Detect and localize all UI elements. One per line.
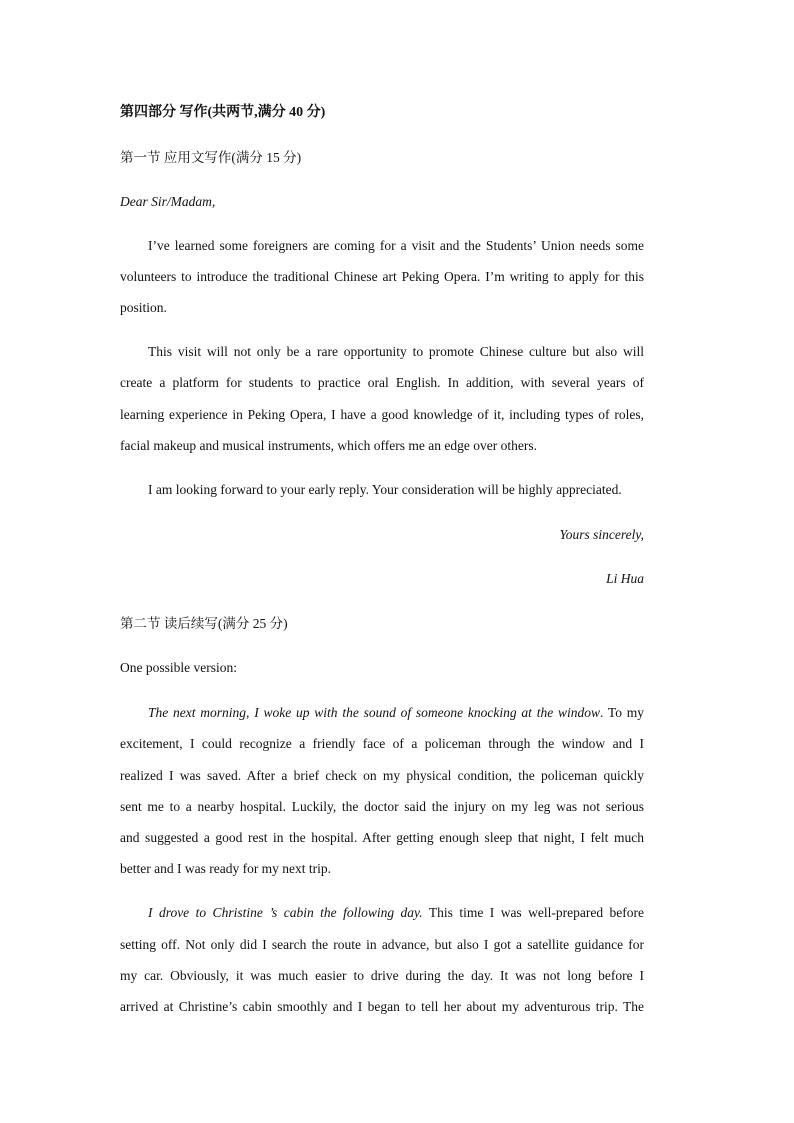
- part-heading: 第四部分 写作(共两节,满分 40 分): [120, 105, 326, 120]
- story-p1-line3: realized I was saved. After a brief check on my physical condition, the policeman quickly: [120, 768, 644, 783]
- letter-p2-line4: facial makeup and musical instruments, which offers me an edge over others.: [120, 438, 537, 453]
- story-p1-line2: excitement, I could recognize a friendly face of a policeman through the window and I: [120, 736, 644, 751]
- story-p1-lead: The next morning, I woke up with the sound of someone knocking at the window: [148, 705, 600, 720]
- section2-heading: 第二节 读后续写(满分 25 分): [120, 616, 288, 631]
- letter-signature: Li Hua: [606, 571, 644, 586]
- letter-p3: I am looking forward to your early reply. Your consideration will be highly appreciated.: [148, 482, 622, 497]
- letter-p2-line2: create a platform for students to practice oral English. In addition, with several years of: [120, 375, 644, 390]
- letter-p2-line1: This visit will not only be a rare opportunity to promote Chinese culture but also will: [148, 344, 644, 359]
- story-p1-lead-tail: . To my: [600, 705, 644, 720]
- story-p2-line1: [148, 903, 644, 923]
- letter-p2-line3: learning experience in Peking Opera, I have a good knowledge of it, including types of roles,: [120, 407, 644, 422]
- letter-p1-line3: position.: [120, 300, 167, 315]
- story-p2-lead: I drove to Christine ’s cabin the following day.: [148, 905, 423, 920]
- letter-closing: Yours sincerely,: [559, 527, 644, 542]
- version-label: One possible version:: [120, 660, 237, 675]
- story-p2-lead-tail: This time I was well-prepared before: [422, 905, 645, 920]
- story-p2-line4: arrived at Christine’s cabin smoothly and I began to tell her about my adventurous trip. The: [120, 999, 644, 1014]
- story-p1-line1: [148, 703, 644, 723]
- story-p1-line6: better and I was ready for my next trip.: [120, 861, 332, 876]
- letter-p1-line1: I’ve learned some foreigners are coming for a visit and the Students’ Union needs some: [148, 238, 644, 253]
- story-p1-line5: and suggested a good rest in the hospital. After getting enough sleep that night, I felt much: [120, 830, 644, 845]
- story-p2-line3: my car. Obviously, it was much easier to drive during the day. It was not long before I: [120, 968, 644, 983]
- section1-heading: 第一节 应用文写作(满分 15 分): [120, 150, 302, 165]
- letter-p1-line2: volunteers to introduce the traditional Chinese art Peking Opera. I’m writing to apply for this: [120, 269, 644, 284]
- story-p1-line4: sent me to a nearby hospital. Luckily, the doctor said the injury on my leg was not serious: [120, 799, 644, 814]
- letter-salutation: Dear Sir/Madam,: [120, 194, 216, 209]
- story-p2-line2: setting off. Not only did I search the route in advance, but also I got a satellite guidance for: [120, 937, 644, 952]
